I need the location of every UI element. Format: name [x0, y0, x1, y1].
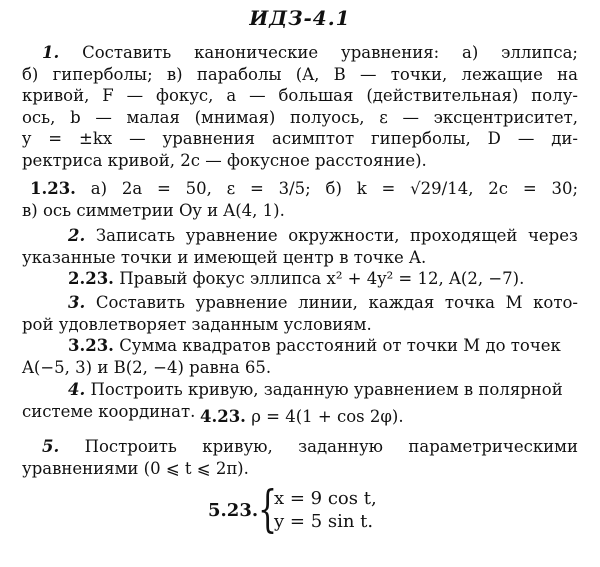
task-text-line: Построить кривую, заданную параметрическими	[84, 437, 578, 456]
task-3	[22, 292, 578, 335]
task-number: 4.	[68, 380, 86, 399]
task-number: 3.	[68, 293, 86, 312]
variant-text-line: Сумма квадратов расстояний от точки M до точек	[119, 336, 561, 355]
variant-number: 1.23.	[30, 179, 76, 198]
variant-text-line: A(−5, 3) и B(2, −4) равна 65.	[22, 357, 272, 377]
task-5	[22, 436, 578, 479]
variant-4-23	[200, 406, 500, 428]
variant-number: 3.23.	[68, 336, 114, 355]
left-brace: {	[258, 480, 278, 538]
task-text-line: б) гиперболы; в) параболы (A, B — точки, лежащие на	[22, 64, 578, 84]
task-2	[22, 225, 578, 268]
variant-text-line: в) ось симметрии Oy и A(4, 1).	[22, 200, 285, 220]
task-text-line: Составить канонические уравнения: а) эллипса;	[82, 43, 578, 62]
task-text-line: уравнениями (0 ⩽ t ⩽ 2π).	[22, 458, 249, 478]
task-text-line: системе координат.	[22, 401, 196, 421]
variant-text-line: а) 2a = 50, ε = 3/5; б) k = √29/14, 2c = 30;	[90, 179, 579, 198]
variant-1-23	[22, 178, 578, 221]
variant-text-line: ρ = 4(1 + cos 2φ).	[251, 407, 404, 426]
task-text-line: y = ±kx — уравнения асимптот гиперболы, D — ди-	[22, 129, 578, 148]
variant-text-line: Правый фокус эллипса x² + 4y² = 12, A(2, −7).	[119, 269, 525, 288]
variant-number: 5.23.	[208, 500, 259, 521]
equation-y: y = 5 sin t.	[274, 511, 374, 532]
task-text-line: кривой, F — фокус, a — большая (действительная) полу-	[22, 86, 578, 105]
task-text-line: ректриса кривой, 2c — фокусное расстояние).	[22, 150, 427, 170]
task-text-line: Записать уравнение окружности, проходящей через	[95, 226, 579, 245]
variant-3-23	[22, 335, 578, 378]
task-text-line: Построить кривую, заданную уравнением в полярной	[90, 380, 563, 399]
page-title: ИДЗ-4.1	[249, 6, 351, 30]
task-1	[22, 42, 578, 171]
task-number: 2.	[68, 226, 86, 245]
task-text-line: ось, b — малая (мнимая) полуось, ε — эксцентриситет,	[22, 107, 578, 127]
variant-number: 2.23.	[68, 269, 114, 288]
task-text-line: Составить уравнение линии, каждая точка M кото-	[95, 293, 578, 312]
variant-2-23	[68, 268, 578, 290]
variant-number: 4.23.	[200, 407, 246, 426]
task-number: 1.	[42, 43, 60, 62]
task-text-line: рой удовлетворяет заданным условиям.	[22, 314, 372, 334]
task-number: 5.	[42, 437, 60, 456]
equation-x: x = 9 cos t,	[274, 488, 377, 509]
task-text-line: указанные точки и имеющей центр в точке A.	[22, 247, 427, 267]
